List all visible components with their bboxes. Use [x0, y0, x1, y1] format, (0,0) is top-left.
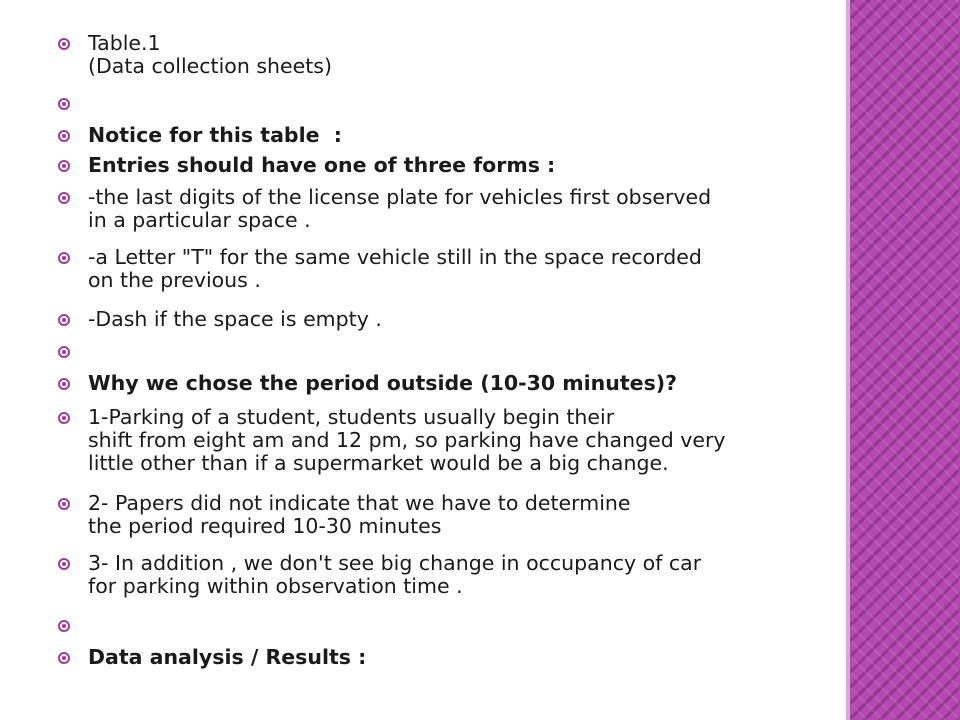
- bullet-icon: [58, 160, 70, 172]
- bullet-icon: [58, 498, 70, 510]
- bullet-icon: [58, 252, 70, 264]
- bullet-icon: [58, 412, 70, 424]
- bullet-text: 2- Papers did not indicate that we have to determine the period required 10-30 minutes: [88, 491, 631, 538]
- decorative-sidebar: [850, 0, 960, 720]
- bullet-icon: [58, 98, 70, 110]
- bullet-text: -the last digits of the license plate for vehicles first observed in a particular space .: [88, 185, 712, 232]
- bullet-text: Table.1 (Data collection sheets): [88, 31, 332, 78]
- bullet-text: 3- In addition , we don't see big change in occupancy of car for parking within observation time .: [88, 551, 702, 598]
- bullet-icon: [58, 346, 70, 358]
- bullet-text: Data analysis / Results :: [88, 645, 367, 669]
- bullet-text: Entries should have one of three forms :: [88, 153, 556, 177]
- bullet-text: 1-Parking of a student, students usually begin their shift from eight am and 12 pm, so parking have changed very little other than if a supermarket would be a big change.: [88, 405, 726, 475]
- bullet-icon: [58, 38, 70, 50]
- bullet-icon: [58, 558, 70, 570]
- bullet-icon: [58, 620, 70, 632]
- bullet-icon: [58, 192, 70, 204]
- bullet-icon: [58, 314, 70, 326]
- bullet-icon: [58, 652, 70, 664]
- bullet-text: Why we chose the period outside (10-30 minutes)?: [88, 371, 678, 395]
- bullet-text: -Dash if the space is empty .: [88, 307, 382, 331]
- bullet-text: -a Letter "T" for the same vehicle still in the space recorded on the previous .: [88, 245, 702, 292]
- bullet-icon: [58, 378, 70, 390]
- bullet-icon: [58, 130, 70, 142]
- bullet-text: Notice for this table :: [88, 123, 342, 147]
